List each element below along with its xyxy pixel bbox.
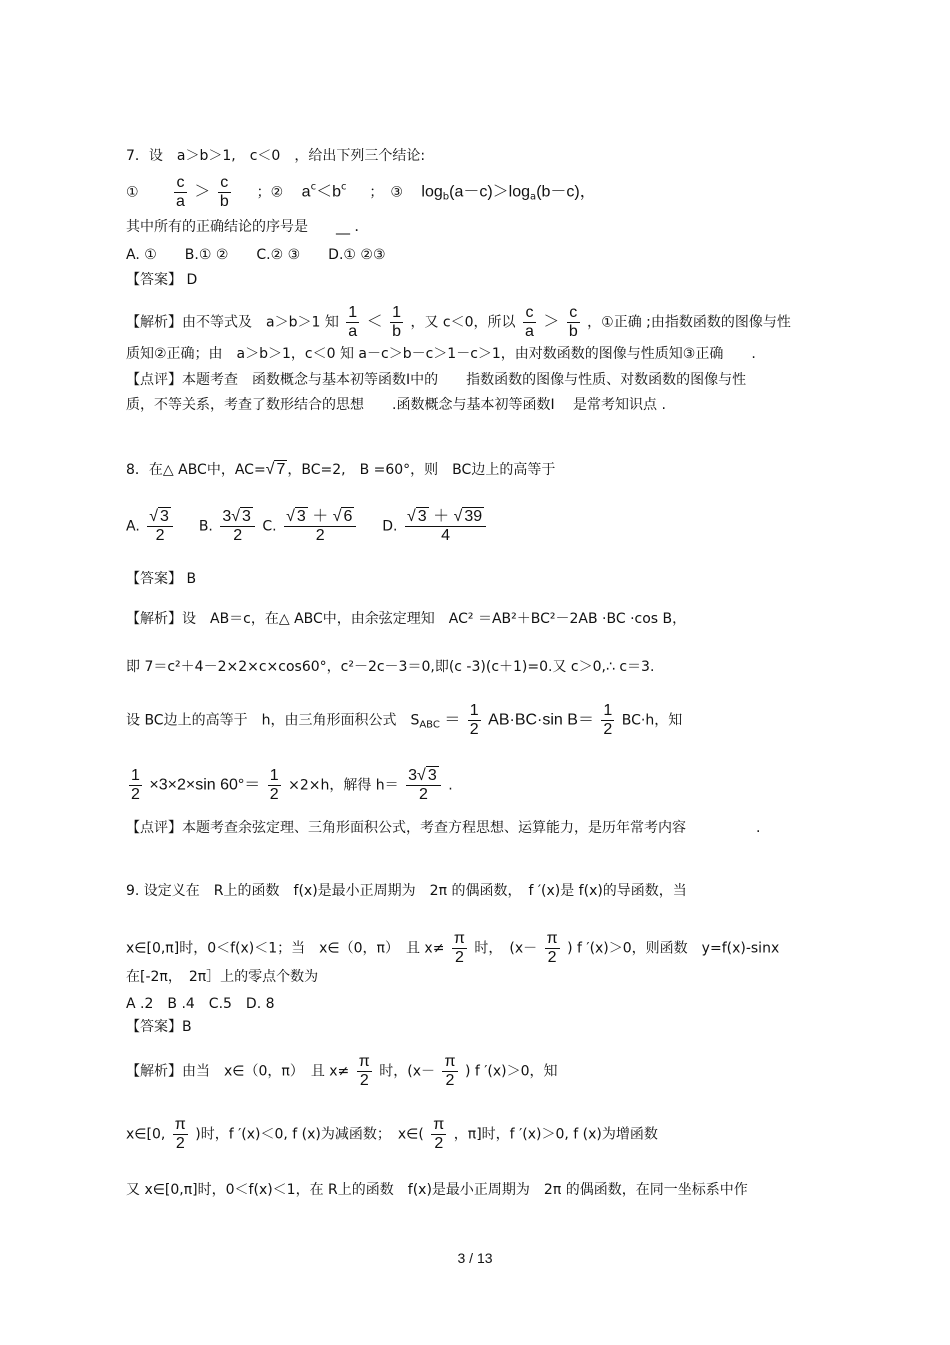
q7-frac-c-b: $\frac{c}{b}$ [219,174,229,210]
q9-analysis-line1: 【解析】由当 x∈（0，π） 且 x≠ $\frac{\pi}{2}$ 时，(x－ $\frac{\pi}{2}$ ) f ′(x)＞0，知 [126,1053,558,1089]
q7-analysis-line1: 【解析】由不等式及 a＞b＞1 知 $\frac{1}{a}$ ＜ $\frac{1}{b}$ ，又 c＜0，所以 $\frac{c}{a}$ ＞ $\frac{c}{b}$ ，①正确 ;由指数函数的图像与性 [126,304,791,340]
q9-stem-line2: x∈[0,π]时，0＜f(x)＜1；当 x∈（0，π） 且 x≠ $\frac{\pi}{2}$ 时， (x－ $\frac{\pi}{2}$ ) f ′(x)＞0，则函数 y=f(x)-sinx [126,930,780,966]
q9-answer: 【答案】B [126,1019,192,1035]
q8-analysis-line4: $\frac{1}{2}$ ×3×2×sin 60°＝ $\frac{1}{2}$ ×2×h，解得 h＝ $\frac{3√ 3}{2}$ . [131,767,453,803]
q8-stem: 8．在△ ABC中，AC=√ 7 ，BC=2, B =60°，则 BC边上的高等于 [126,461,556,478]
q7-answer: 【答案】 D [126,272,198,288]
q8-answer: 【答案】 B [126,571,197,587]
q7-comment-line1: 【点评】本题考查 函数概念与基本初等函数Ⅰ中的 指数函数的图像与性质、对数函数的图像与性 [126,372,747,388]
page-number: 3 / 13 [457,1250,493,1266]
q7-options: ① $\frac{c}{a}$ ＞ $\frac{c}{b}$ ；② $a^c<b^c$ ； ③ $\log_b(a-c)>\log_a(b-c)$， [126,174,596,210]
q7-prompt: 其中所有的正确结论的序号是 __ ． [126,219,369,235]
q9-choices: A .2 B .4 C.5 D. 8 [126,996,275,1012]
q7-analysis-line2: 质知②正确；由 a＞b＞1，c＜0 知 a－c＞b－c＞1－c＞1，由对数函数的图像与性质知③正确 . [126,346,756,362]
q9-analysis-line2: x∈[0, $\frac{\pi}{2}$ )时，f ′(x)＜0, f (x)为减函数； x∈( $\frac{\pi}{2}$ ，π]时，f ′(x)＞0, f (x)为增函数 [126,1116,658,1152]
q7-frac-c-a: $\frac{c}{a}$ [176,174,185,210]
q7-comment-line2: 质，不等关系，考查了数形结合的思想 .函数概念与基本初等函数Ⅰ 是常考知识点 . [126,397,666,413]
q9-analysis-line3: 又 x∈[0,π]时，0＜f(x)＜1，在 R上的函数 f(x)是最小正周期为 2π 的偶函数，在同一坐标系中作 [126,1182,748,1198]
q8-analysis-line2: 即 7＝c²＋4－2×2×c×cos60°，c²－2c－3＝0,即(c -3)(c＋1)=0.又 c＞0,∴ c＝3. [126,659,655,675]
q7-stem: 7．设 a＞b＞1, c＜0 ，给出下列三个结论: [126,148,426,164]
q8-comment: 【点评】本题考查余弦定理、三角形面积公式，考查方程思想、运算能力，是历年常考内容 . [126,820,761,836]
q8-choices: A. $\frac{√ 3}{2}$ B. $\frac{3√ 3}{2}$ C. $\frac{√ 3 + √ 6}{2}$ D. $\frac{√ 3 + √ 39}{4}$ [126,508,489,545]
q7-choices: A. ① B.① ② C.② ③ D.① ②③ [126,247,386,263]
q9-stem-line3: 在[-2π， 2π］上的零点个数为 [126,969,319,985]
q8-analysis-line3: 设 BC边上的高等于 h，由三角形面积公式 $S_{ABC}$ ＝ $\frac{1}{2}$ AB·BC·sin B＝ $\frac{1}{2}$ BC·h，知 [126,702,683,738]
q9-stem-line1: 9. 设定义在 R上的函数 f(x)是最小正周期为 2π 的偶函数， f ′(x)是 f(x)的导函数，当 [126,883,687,899]
q8-analysis-line1: 【解析】设 AB＝c，在△ ABC中，由余弦定理知 AC² ＝AB²＋BC²－2AB ·BC ·cos B， [126,611,687,627]
